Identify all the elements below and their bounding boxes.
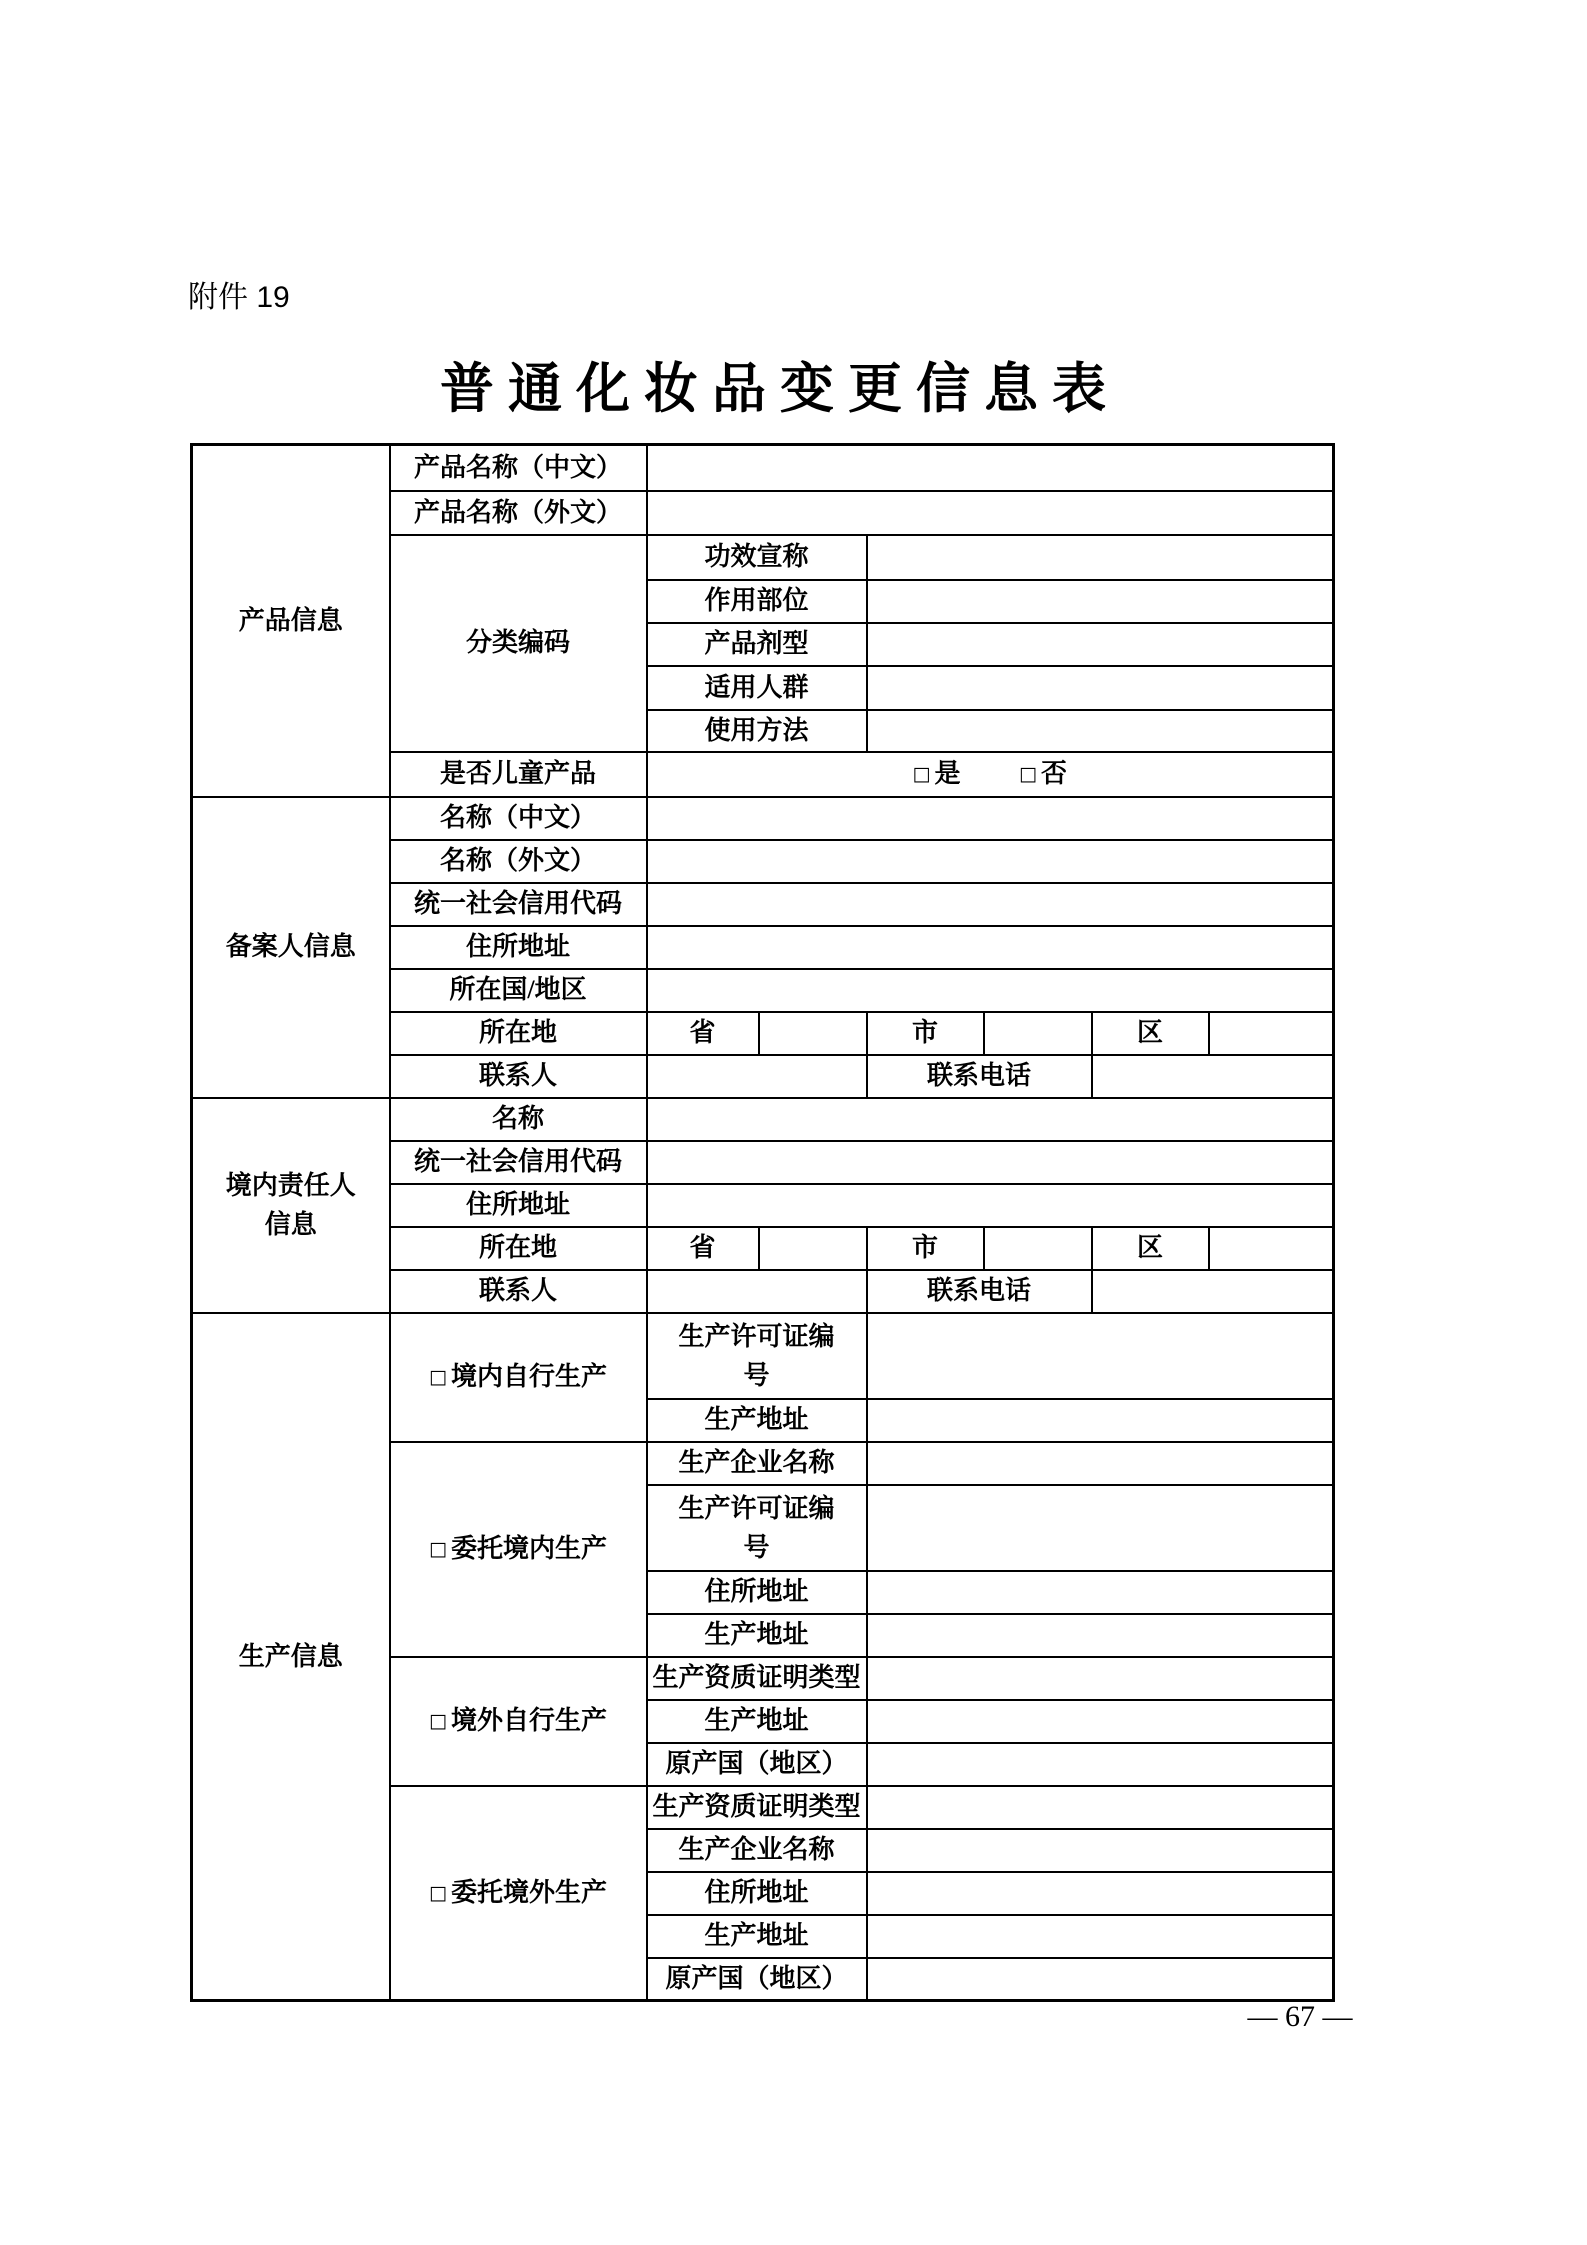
label-application-part: 作用部位 <box>647 580 867 623</box>
label-ds-license-number <box>647 1313 867 1399</box>
overseas-self-production-label: 境外自行生产 <box>450 1706 607 1736</box>
overseas-self-production-checkbox[interactable]: □ <box>429 1710 447 1733</box>
input-registrant-contact-phone[interactable] <box>1092 1055 1334 1098</box>
input-oe-origin-country[interactable] <box>867 1958 1334 2001</box>
input-drp-name[interactable] <box>647 1098 1334 1141</box>
label-product-name-foreign: 产品名称（外文） <box>390 491 647 535</box>
label-drp-district: 区 <box>1092 1227 1209 1270</box>
input-drp-contact-phone[interactable] <box>1092 1270 1334 1313</box>
input-registrant-contact-person[interactable] <box>647 1055 867 1098</box>
input-drp-residence-address[interactable] <box>647 1184 1334 1227</box>
input-product-name-cn[interactable] <box>647 445 1334 491</box>
label-drp-province: 省 <box>647 1227 759 1270</box>
label-drp-location: 所在地 <box>390 1227 647 1270</box>
input-registrant-city[interactable] <box>984 1012 1092 1055</box>
child-no-checkbox[interactable]: □ <box>1019 763 1037 786</box>
label-de-residence-address: 住所地址 <box>647 1571 867 1614</box>
input-os-origin-country[interactable] <box>867 1743 1334 1786</box>
input-registrant-name-cn[interactable] <box>647 797 1334 840</box>
input-drp-contact-person[interactable] <box>647 1270 867 1313</box>
label-oe-enterprise-name: 生产企业名称 <box>647 1829 867 1872</box>
label-product-name-cn: 产品名称（中文） <box>390 445 647 491</box>
child-yes-label: 是 <box>934 759 961 789</box>
label-registrant-city: 市 <box>867 1012 984 1055</box>
child-yes-checkbox[interactable]: □ <box>912 763 931 786</box>
label-registrant-contact-person: 联系人 <box>390 1055 647 1098</box>
label-de-production-address: 生产地址 <box>647 1614 867 1657</box>
mode-domestic-entrusted-production <box>390 1442 647 1657</box>
domestic-entrusted-production-checkbox[interactable]: □ <box>429 1538 447 1561</box>
label-registrant-residence-address: 住所地址 <box>390 926 647 969</box>
input-applicable-people[interactable] <box>867 666 1334 710</box>
label-drp-contact-phone: 联系电话 <box>867 1270 1092 1313</box>
input-drp-social-credit-code[interactable] <box>647 1141 1334 1184</box>
label-registrant-name-cn: 名称（中文） <box>390 797 647 840</box>
label-ds-license-number-text: 生产许可证编号 <box>678 1321 835 1390</box>
domestic-self-production-checkbox[interactable]: □ <box>429 1366 447 1389</box>
label-de-enterprise-name: 生产企业名称 <box>647 1442 867 1485</box>
label-de-license-number <box>647 1485 867 1571</box>
child-no-label: 否 <box>1040 759 1067 789</box>
label-drp-social-credit-code: 统一社会信用代码 <box>390 1141 647 1184</box>
label-dosage-form: 产品剂型 <box>647 623 867 666</box>
mode-overseas-self-production <box>390 1657 647 1786</box>
input-de-residence-address[interactable] <box>867 1571 1334 1614</box>
input-efficacy-claim[interactable] <box>867 535 1334 580</box>
label-registrant-province: 省 <box>647 1012 759 1055</box>
input-de-production-address[interactable] <box>867 1614 1334 1657</box>
label-is-child-product: 是否儿童产品 <box>390 752 647 797</box>
label-efficacy-claim: 功效宣称 <box>647 535 867 580</box>
input-application-part[interactable] <box>867 580 1334 623</box>
label-os-qualification-type: 生产资质证明类型 <box>647 1657 867 1700</box>
label-ds-production-address: 生产地址 <box>647 1399 867 1442</box>
label-registrant-name-foreign: 名称（外文） <box>390 840 647 883</box>
mode-overseas-entrusted-production <box>390 1786 647 2001</box>
input-registrant-country-region[interactable] <box>647 969 1334 1012</box>
section-label-domestic-responsible-person <box>192 1098 390 1313</box>
section-label-production-info: 生产信息 <box>192 1313 390 2001</box>
label-oe-residence-address: 住所地址 <box>647 1872 867 1915</box>
label-oe-origin-country: 原产国（地区） <box>647 1958 867 2001</box>
input-ds-production-address[interactable] <box>867 1399 1334 1442</box>
label-applicable-people: 适用人群 <box>647 666 867 710</box>
label-registrant-social-credit-code: 统一社会信用代码 <box>390 883 647 926</box>
input-registrant-province[interactable] <box>759 1012 867 1055</box>
label-drp-name: 名称 <box>390 1098 647 1141</box>
label-classification-code: 分类编码 <box>390 535 647 752</box>
input-product-name-foreign[interactable] <box>647 491 1334 535</box>
domestic-entrusted-production-label: 委托境内生产 <box>450 1534 607 1564</box>
label-oe-qualification-type: 生产资质证明类型 <box>647 1786 867 1829</box>
label-registrant-location: 所在地 <box>390 1012 647 1055</box>
change-info-form-table <box>190 443 1335 2002</box>
page-number: — 67 — <box>1247 2000 1353 2033</box>
attachment-label: 附件 19 <box>188 281 290 314</box>
input-os-production-address[interactable] <box>867 1700 1334 1743</box>
label-registrant-country-region: 所在国/地区 <box>390 969 647 1012</box>
mode-domestic-self-production <box>390 1313 647 1442</box>
input-os-qualification-type[interactable] <box>867 1657 1334 1700</box>
label-os-origin-country: 原产国（地区） <box>647 1743 867 1786</box>
input-de-enterprise-name[interactable] <box>867 1442 1334 1485</box>
label-os-production-address: 生产地址 <box>647 1700 867 1743</box>
input-drp-city[interactable] <box>984 1227 1092 1270</box>
input-oe-residence-address[interactable] <box>867 1872 1334 1915</box>
input-usage-method[interactable] <box>867 710 1334 752</box>
input-oe-enterprise-name[interactable] <box>867 1829 1334 1872</box>
input-de-license-number[interactable] <box>867 1485 1334 1571</box>
section-label-registrant-info: 备案人信息 <box>192 797 390 1098</box>
input-oe-production-address[interactable] <box>867 1915 1334 1958</box>
input-drp-district[interactable] <box>1209 1227 1334 1270</box>
input-drp-province[interactable] <box>759 1227 867 1270</box>
label-drp-residence-address: 住所地址 <box>390 1184 647 1227</box>
label-registrant-district: 区 <box>1092 1012 1209 1055</box>
input-registrant-residence-address[interactable] <box>647 926 1334 969</box>
section-label-domestic-responsible-person-text: 境内责任人信息 <box>225 1171 356 1239</box>
page-title: 普通化妆品变更信息表 <box>440 359 1120 419</box>
input-registrant-name-foreign[interactable] <box>647 840 1334 883</box>
input-oe-qualification-type[interactable] <box>867 1786 1334 1829</box>
domestic-self-production-label: 境内自行生产 <box>450 1362 607 1392</box>
label-drp-contact-person: 联系人 <box>390 1270 647 1313</box>
overseas-entrusted-production-checkbox[interactable]: □ <box>429 1882 447 1905</box>
input-dosage-form[interactable] <box>867 623 1334 666</box>
child-product-options <box>647 752 1334 797</box>
input-registrant-district[interactable] <box>1209 1012 1334 1055</box>
label-drp-city: 市 <box>867 1227 984 1270</box>
label-registrant-contact-phone: 联系电话 <box>867 1055 1092 1098</box>
overseas-entrusted-production-label: 委托境外生产 <box>450 1878 607 1908</box>
input-registrant-social-credit-code[interactable] <box>647 883 1334 926</box>
section-label-product-info: 产品信息 <box>192 445 390 797</box>
label-de-license-number-text: 生产许可证编号 <box>678 1493 835 1562</box>
label-oe-production-address: 生产地址 <box>647 1915 867 1958</box>
input-ds-license-number[interactable] <box>867 1313 1334 1399</box>
label-usage-method: 使用方法 <box>647 710 867 752</box>
